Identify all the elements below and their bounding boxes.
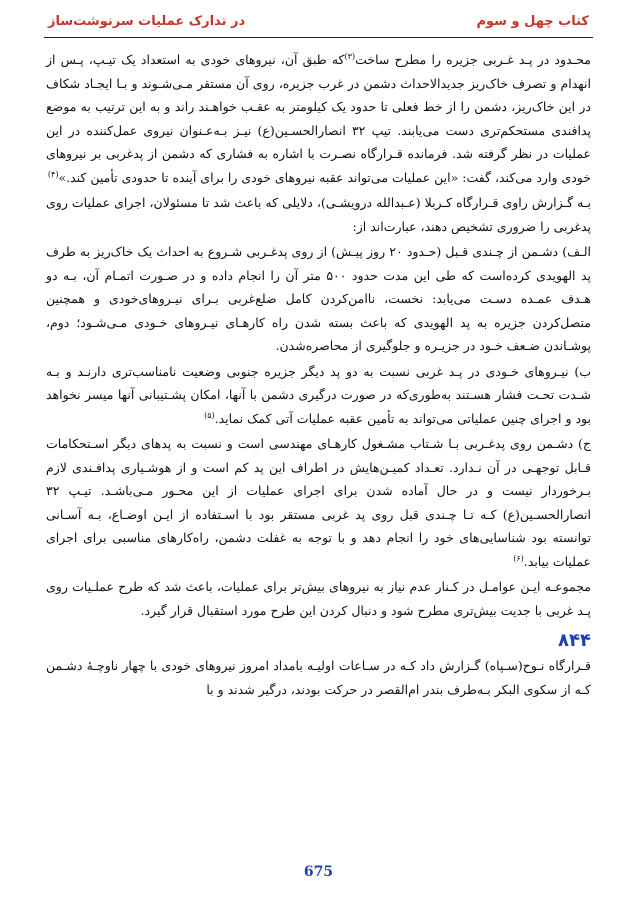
paragraph-5-text: ج) دشـمن روی پدغـربی بـا شـتاب مشـغول کارهـای مهندسی است و نسبت به پدهای دیگر اسـتحکامات قـابل توجهـی در آن نـدارد. تعـداد کمیـن‌هایش در اطراف این پد کم است و از هوشـیاری پدافـندی لازم بـرخوردار نیست و در حال آماده شدن برای اجرای عملیات از این محـور مـی‌باشـد. تیـپ ۳۲ انصارالحسـین(ع) کـه تـا چـندی قبل روی پد غربی مستقر بود با اسـتفاده از ایـن اوضـاع، بـه آسـانی توانسته بود شناسایی‌های خود را انجام دهد و با توجه به غفلت دشمن، راه‌کارهای مناسبی برای اجرای عملیات بیابد. xyxy=(46,436,591,569)
footnote-ref-6: (۶) xyxy=(513,553,524,563)
section-title: در تدارک عملیات سرنوشت‌ساز xyxy=(48,14,246,29)
paragraph-1-rest: که طبق آن، نیروهای خودی به استعداد یک تیـپ، پـس از انهدام و تصرف خاک‌ریز جدیدالاحداث دشمن در غرب جزیره، روی آن مستقر مـی‌شـوند و بـا ایجـاد شکاف در این خاک‌ریز، دشمن را از خط فعلی تا حدود یک کیلومتر به عقـب خواهـند راند و به این ترتیب به موضع پدافندی مستحکم‌تری دست می‌یابند. تیپ ۳۲ انصارالحسـین(ع) نیـز بـه‌عـنوان نیروی عمل‌کننده در این عملیات در نظر گرفته شد. فرمانده قـرارگاه نصـرت با اشاره به فشاری که دشمن از پدغربی بر نیروهای خودی وارد می‌کند، گفت: «این عملیات می‌تواند عقبه نیروهای خودی را برای آینده تا حدودی تأمین کند.» xyxy=(46,52,591,185)
footnote-ref-3: (۳) xyxy=(344,51,356,61)
paragraph-3: الـف) دشـمن از چـندی قـبل (حـدود ۲۰ روز پیـش) از روی پدغـربی شـروع به احداث یک خاک‌ریز به طرف پد الهویدی کرده‌است که طی این مدت حدود ۵۰۰ متر آن را انجام داده و در صـورت اتمـام آن، بـه دو هـدف عمـده دسـت می‌یابد: نخست، ناامن‌کردن کامل ضلع‌غربی بـرای نیـروهای‌خودی و همچنین متصل‌کردن جزیره به پد الهویدی که باعث بسته شدن راه کارهـای نیـروهای خـودی مـی‌شـود؛ دوم، پوشـاندن ضـعف خـود در جزیـره و جلوگیری از محاصره‌شدن. xyxy=(46,244,591,353)
paragraph-1-start: محـدود در پـد غـربی جزیره را مطرح ساخت xyxy=(355,52,591,67)
footnote-ref-5: (۵) xyxy=(204,410,215,420)
header-rule xyxy=(44,37,593,38)
page-number: 675 xyxy=(303,864,334,880)
paragraph-1 xyxy=(46,48,591,189)
paragraph-4-text: ب) نیـروهای خـودی در پـد غربی نسبت به دو پد دیگر جزیره جنوبی وضعیت نامناسب‌تری دارنـد و بـه شـدت تحـت فشار هسـتند به‌طوری‌که در صورت درگیری دشمن با آنها، امکان پشـتیبانی آنها میسر نخواهد بود و اجرای چنین عملیاتی می‌تواند به تأمین عقبه عملیات آتی کمک نماید. xyxy=(46,363,591,426)
paragraph-7: قـرارگاه نـوح(سـپاه) گـزارش داد کـه در سـاعات اولیـه بامداد امروز نیروهای خودی با چهار ناوچـهٔ دشـمن کـه از سکوی البکر بـه‌طرف بندر ام‌القصر در حرکت بودند، درگیر شدند و با xyxy=(46,658,591,697)
paragraph-2: بـه گـزارش راوی قـرارگاه کـربلا (عـبدالله درویشـی)، دلایلی که باعث شد تا مسئولان، اجرای عملیات روی پدغربی را ضروری تشخیص دهند، عبارت‌اند از: xyxy=(46,195,591,234)
body-text xyxy=(46,48,591,703)
paragraph-6: مجموعـه ایـن عوامـل در کـنار عدم نیاز به نیروهای بیش‌تر برای عملیات، باعث شد که طرح عملـیات روی پـد غربی با جدیت بیش‌تری مطرح شود و دنبال کردن این طرح مورد استقبال قرار گیرد. xyxy=(46,579,591,618)
paragraph-5 xyxy=(46,432,591,573)
paragraph-4 xyxy=(46,360,591,431)
book-title: کتاب چهل و سوم xyxy=(476,14,589,29)
section-number: ۸۴۴ xyxy=(558,630,591,651)
page-header xyxy=(48,14,589,34)
footnote-ref-4: (۴) xyxy=(47,169,59,179)
